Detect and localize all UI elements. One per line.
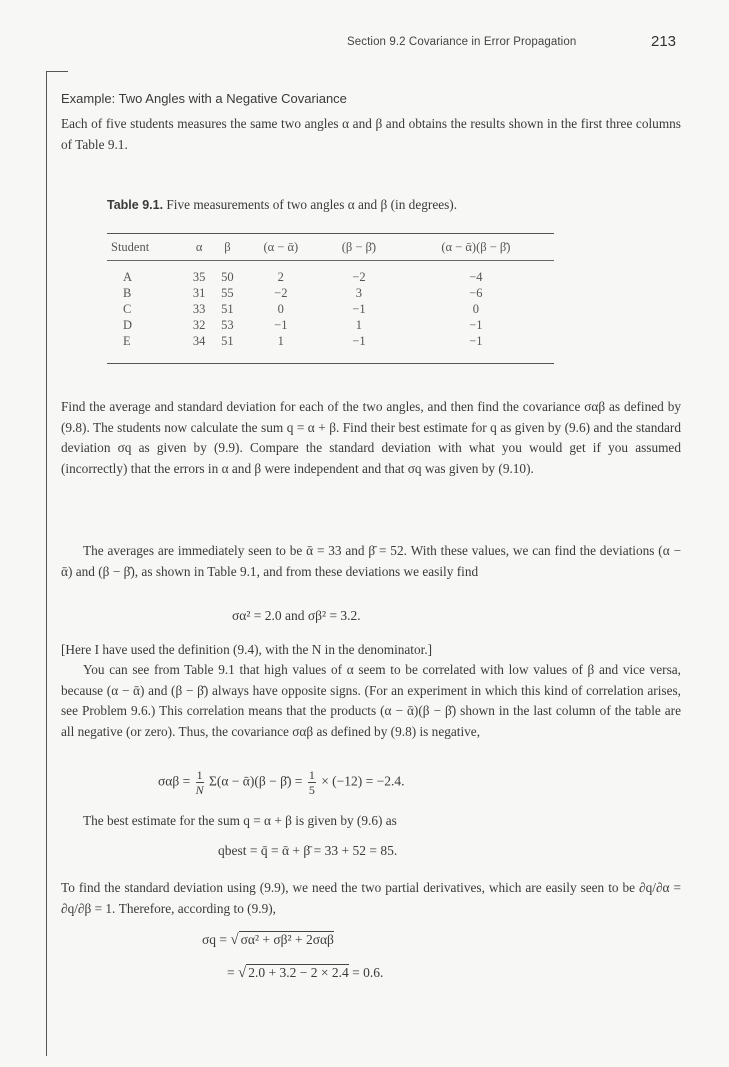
table-cell: 51 (213, 333, 241, 364)
example-title: Example: Two Angles with a Negative Covariance (61, 91, 347, 106)
table-cell: 3 (355, 285, 363, 300)
col-header: Student (107, 234, 185, 261)
definition-note: [Here I have used the definition (9.4), with the N in the denominator.] (61, 642, 433, 657)
table-cell: 33 (192, 301, 206, 316)
partial-derivatives-paragraph: To find the standard deviation using (9.9), we need the two partial derivatives, which are easily seen to be ∂q/∂α = ∂q/∂β = 1. Therefore, according to (9.9), (61, 880, 681, 916)
best-estimate-equation: qbest = q̄ = ᾱ + β̄ = 33 + 52 = 85. (218, 843, 398, 858)
example-rule-left (46, 71, 47, 1056)
table-cell: 51 (221, 301, 234, 316)
table-cell: 53 (221, 317, 234, 332)
table-row (107, 333, 554, 364)
table-row (107, 317, 554, 333)
averages-paragraph: The averages are immediately seen to be ᾱ = 33 and β̄ = 52. With these values, we can find the deviations (α − ᾱ) and (β − β̄), as shown in Table 9.1, and from these deviations we easily find (61, 543, 681, 579)
table-cell: D (123, 317, 133, 332)
square-root-icon: √ (230, 932, 239, 948)
table-row (107, 301, 554, 317)
table-caption (107, 196, 467, 214)
running-header: Section 9.2 Covariance in Error Propagation (347, 36, 577, 48)
table-cell: −2 (352, 269, 366, 284)
table-caption-text: Five measurements of two angles α and β (in degrees). (166, 197, 458, 212)
fraction-denominator: 5 (308, 783, 315, 797)
table-row (107, 285, 554, 301)
table-cell: −4 (469, 269, 483, 284)
table-cell: E (107, 333, 185, 364)
col-header: (β − β̄) (320, 234, 398, 261)
table-cell: A (123, 269, 133, 284)
problem-paragraph: Find the average and standard deviation for each of the two angles, and then find the covariance σαβ as defined by (9.8). The students now calculate the sum q = α + β. Find their best estimate for q as given by (9.6) and the standard deviation σq as given by (9.9). Compare the standard deviation with what you would get if you assumed (incorrectly) that the errors in α and β were independent and that σq was given by (9.10). (61, 399, 681, 476)
sigma-q-line-2 (227, 965, 383, 982)
table-cell: 32 (192, 317, 206, 332)
table-cell: 1 (355, 317, 363, 332)
table-cell: 31 (192, 285, 206, 300)
col-header: β (213, 234, 241, 261)
table-cell: −1 (398, 333, 554, 364)
sigma-q-line-1 (202, 932, 334, 949)
table-cell: 2 (277, 269, 284, 284)
covariance-lhs: σαβ = (158, 773, 191, 789)
table-cell: −1 (274, 317, 288, 332)
table-cell: −1 (469, 317, 483, 332)
table-cell: 0 (472, 301, 479, 316)
fraction-numerator: 1 (308, 768, 315, 782)
col-header: (α − ᾱ) (242, 234, 321, 261)
square-root-icon: √ (238, 965, 247, 981)
covariance-equation (158, 768, 405, 797)
page-number: 213 (651, 33, 677, 50)
col-header: (α − ᾱ)(β − β̄) (398, 234, 554, 261)
table-cell: −6 (469, 285, 483, 300)
sigma-q-result: = 0.6. (352, 965, 384, 980)
fraction-numerator: 1 (196, 768, 203, 782)
table-cell: C (123, 301, 132, 316)
table-cell: 34 (185, 333, 213, 364)
equals-sign: = (227, 965, 235, 980)
covariance-result: × (−12) = −2.4. (321, 773, 405, 789)
example-rule-top (46, 71, 68, 72)
best-estimate-paragraph: The best estimate for the sum q = α + β is given by (9.6) as (83, 813, 397, 828)
fraction-denominator: N (195, 783, 204, 797)
col-header: α (185, 234, 213, 261)
measurements-table (107, 233, 554, 364)
table-cell: −1 (320, 333, 398, 364)
radicand-numeric: 2.0 + 3.2 − 2 × 2.4 (248, 965, 349, 980)
intro-paragraph: Each of five students measures the same two angles α and β and obtains the results shown in the first three columns of Table 9.1. (61, 116, 681, 152)
table-cell: 35 (192, 269, 206, 284)
sigma-q-lhs: σq = (202, 932, 228, 947)
table-cell: 55 (221, 285, 234, 300)
covariance-sum: Σ(α − ᾱ)(β − β̄) = (208, 773, 303, 789)
table-row (107, 261, 554, 286)
radicand-symbolic: σα² + σβ² + 2σαβ (240, 932, 334, 947)
table-cell: B (123, 285, 132, 300)
fraction-one-over-five (308, 768, 316, 797)
table-header-row (107, 234, 554, 261)
fraction-one-over-n (196, 768, 204, 797)
table-cell: −1 (352, 301, 366, 316)
table-cell: 1 (242, 333, 321, 364)
table-cell: −2 (274, 285, 288, 300)
table-cell: 0 (277, 301, 284, 316)
table-label: Table 9.1. (107, 198, 164, 212)
variance-equation: σα² = 2.0 and σβ² = 3.2. (232, 608, 361, 623)
table-cell: 50 (221, 269, 234, 284)
correlation-paragraph: You can see from Table 9.1 that high values of α seem to be correlated with low values of β and vice versa, because (α − ᾱ) and (β − β̄) always have opposite signs. (For an experiment in which this kind of correlation arises, see Problem 9.6.) This correlation means that the products (α − ᾱ)(β − β̄) shown in the last column of the table are all negative (or zero). Thus, the covariance σαβ as defined by (9.8) is negative, (61, 662, 681, 739)
